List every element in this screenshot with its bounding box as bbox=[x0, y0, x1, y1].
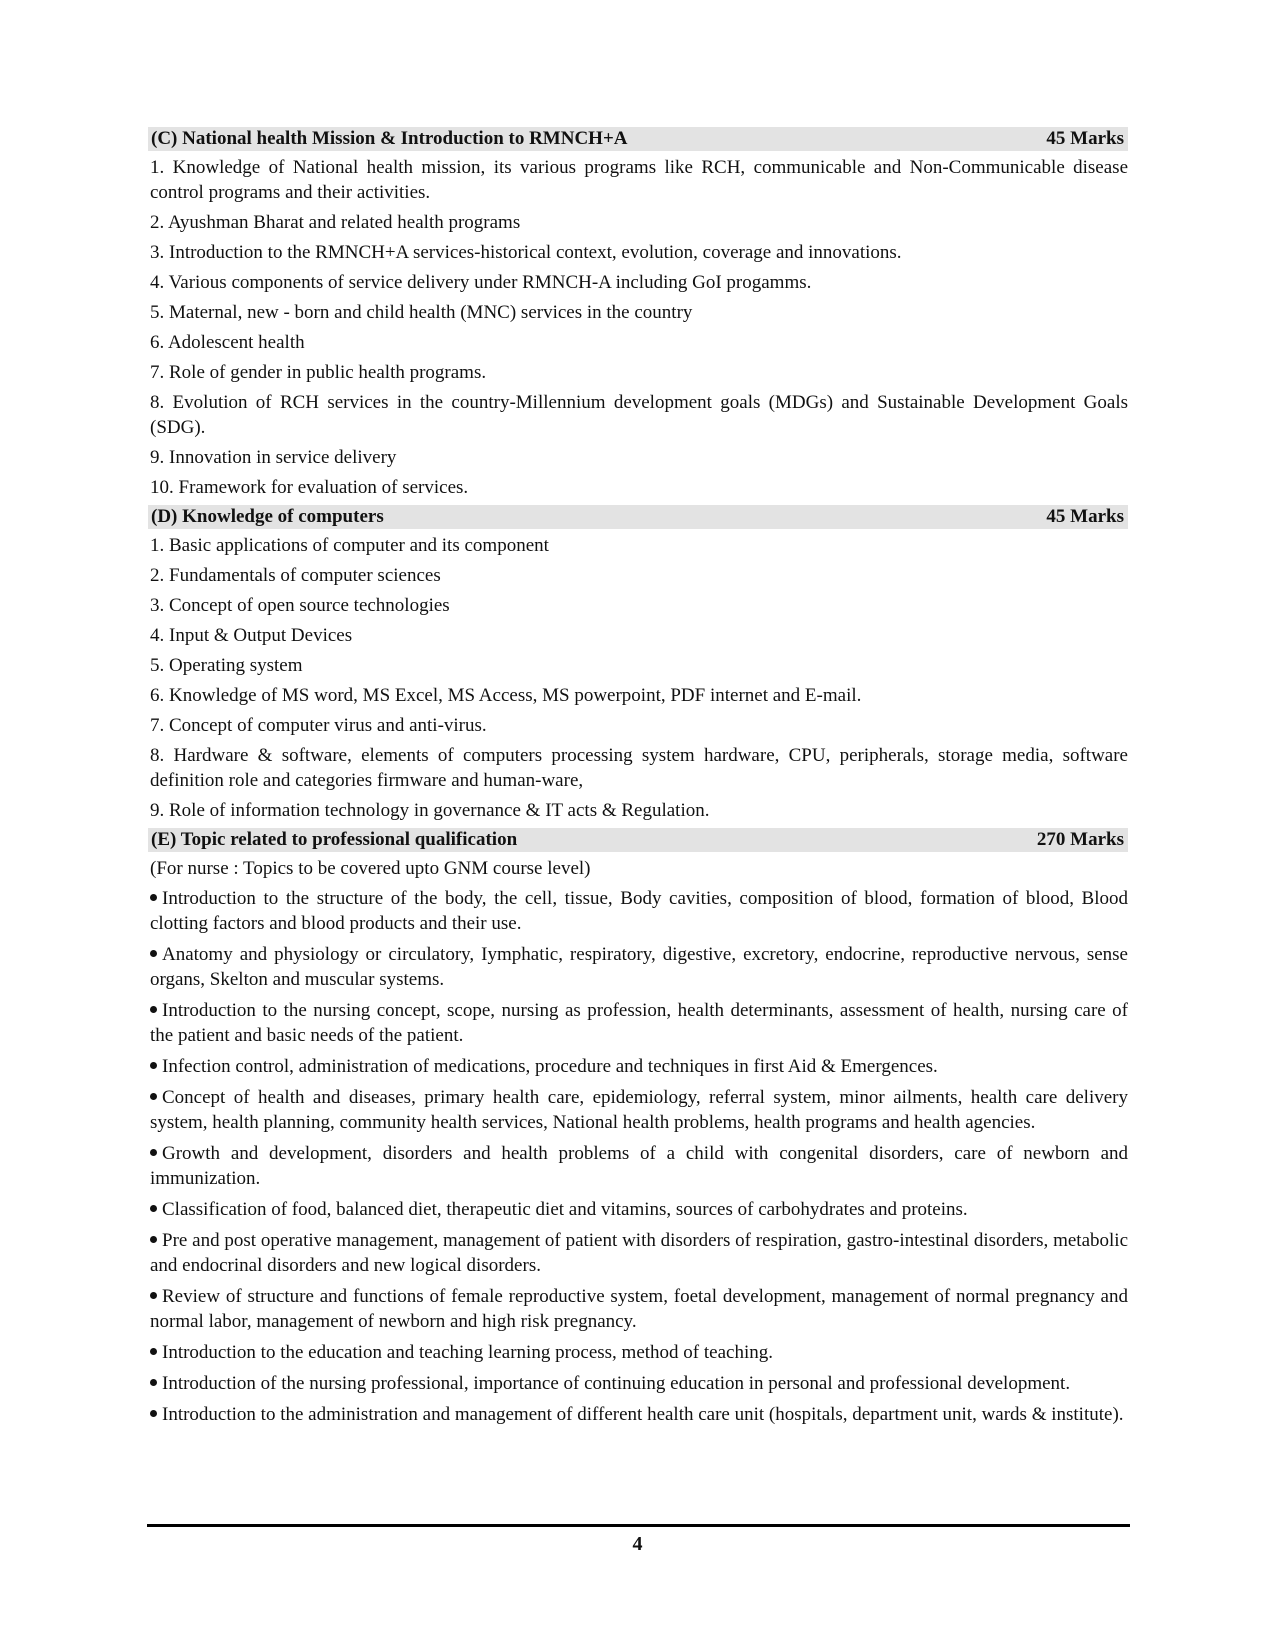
list-item: 2. Fundamentals of computer sciences bbox=[150, 565, 441, 586]
list-item: 2. Ayushman Bharat and related health programs bbox=[150, 212, 521, 233]
bullet-text: Growth and development, disorders and health problems of a child with congenital disorders, care of newborn and immunization. bbox=[150, 1143, 1128, 1189]
list-item: 7. Role of gender in public health programs. bbox=[150, 362, 487, 383]
list-item: 1. Knowledge of National health mission, its various programs like RCH, communicable and Non-Communicable disease control programs and their activities. bbox=[150, 157, 1128, 203]
bullet-item bbox=[148, 1054, 1128, 1079]
list-item: 6. Knowledge of MS word, MS Excel, MS Access, MS powerpoint, PDF internet and E-mail. bbox=[150, 685, 862, 706]
bullet-text: Infection control, administration of medications, procedure and techniques in first Aid & Emergences. bbox=[162, 1056, 938, 1077]
section-d-marks: 45 Marks bbox=[1046, 506, 1124, 527]
section-e-header bbox=[148, 828, 1128, 852]
bullet-text: Anatomy and physiology or circulatory, Iymphatic, respiratory, digestive, excretory, endocrine, reproductive nervous, sense organs, Skelton and muscular systems. bbox=[150, 944, 1128, 990]
document-page bbox=[148, 127, 1128, 1433]
bullet-icon bbox=[150, 1149, 157, 1156]
page-number: 4 bbox=[632, 1533, 643, 1555]
bullet-item bbox=[148, 1197, 1128, 1222]
list-item: 9. Role of information technology in governance & IT acts & Regulation. bbox=[150, 800, 710, 821]
bullet-text: Introduction to the nursing concept, scope, nursing as profession, health determinants, assessment of health, nursing care of the patient and basic needs of the patient. bbox=[150, 1000, 1128, 1046]
footer-divider bbox=[147, 1524, 1130, 1527]
section-e-note: (For nurse : Topics to be covered upto GNM course level) bbox=[150, 858, 591, 879]
bullet-text: Pre and post operative management, management of patient with disorders of respiration, gastro-intestinal disorders, metabolic and endocrinal disorders and new logical disorders. bbox=[150, 1230, 1128, 1276]
bullet-item bbox=[148, 942, 1128, 992]
bullet-text: Introduction to the administration and management of different health care unit (hospitals, department unit, wards & institute). bbox=[162, 1404, 1124, 1425]
list-item: 4. Input & Output Devices bbox=[150, 625, 353, 646]
bullet-text: Concept of health and diseases, primary health care, epidemiology, referral system, minor ailments, health care delivery system, health planning, community health services, National health problems, health programs and health agencies. bbox=[150, 1087, 1128, 1133]
section-d-header bbox=[148, 505, 1128, 529]
section-e-title: (E) Topic related to professional qualification bbox=[151, 829, 518, 850]
list-item: 5. Maternal, new - born and child health (MNC) services in the country bbox=[150, 302, 693, 323]
bullet-item bbox=[148, 1340, 1128, 1365]
list-item: 3. Concept of open source technologies bbox=[150, 595, 450, 616]
list-item: 6. Adolescent health bbox=[150, 332, 305, 353]
bullet-item bbox=[148, 1371, 1128, 1396]
list-item: 5. Operating system bbox=[150, 655, 303, 676]
bullet-icon bbox=[150, 1292, 157, 1299]
list-item: 8. Hardware & software, elements of computers processing system hardware, CPU, peripherals, storage media, software definition role and categories firmware and human-ware, bbox=[150, 745, 1128, 791]
bullet-icon bbox=[150, 1348, 157, 1355]
section-c-title: (C) National health Mission & Introduction to RMNCH+A bbox=[151, 128, 628, 149]
bullet-text: Introduction to the structure of the body, the cell, tissue, Body cavities, composition of blood, formation of blood, Blood clotting factors and blood products and their use. bbox=[150, 888, 1128, 934]
list-item: 1. Basic applications of computer and its component bbox=[150, 535, 549, 556]
list-item: 4. Various components of service delivery under RMNCH-A including GoI progamms. bbox=[150, 272, 812, 293]
section-d-title: (D) Knowledge of computers bbox=[151, 506, 384, 527]
bullet-icon bbox=[150, 1093, 157, 1100]
bullet-text: Introduction to the education and teaching learning process, method of teaching. bbox=[162, 1342, 773, 1363]
list-item: 3. Introduction to the RMNCH+A services-historical context, evolution, coverage and innovations. bbox=[150, 242, 902, 263]
bullet-text: Review of structure and functions of female reproductive system, foetal development, management of normal pregnancy and normal labor, management of newborn and high risk pregnancy. bbox=[150, 1286, 1128, 1332]
bullet-icon bbox=[150, 1006, 157, 1013]
section-c-header bbox=[148, 127, 1128, 151]
section-e-marks: 270 Marks bbox=[1036, 829, 1124, 850]
bullet-icon bbox=[150, 894, 157, 901]
bullet-text: Classification of food, balanced diet, therapeutic diet and vitamins, sources of carbohydrates and proteins. bbox=[162, 1199, 968, 1220]
bullet-item bbox=[148, 1228, 1128, 1278]
list-item: 8. Evolution of RCH services in the country-Millennium development goals (MDGs) and Sustainable Development Goals (SDG). bbox=[150, 392, 1128, 438]
bullet-icon bbox=[150, 1205, 157, 1212]
bullet-item bbox=[148, 998, 1128, 1048]
bullet-icon bbox=[150, 1062, 157, 1069]
bullet-text: Introduction of the nursing professional, importance of continuing education in personal and professional development. bbox=[162, 1373, 1071, 1394]
bullet-item bbox=[148, 886, 1128, 936]
bullet-icon bbox=[150, 1236, 157, 1243]
bullet-item bbox=[148, 1085, 1128, 1135]
list-item: 10. Framework for evaluation of services. bbox=[150, 477, 469, 498]
bullet-item bbox=[148, 1284, 1128, 1334]
bullet-icon bbox=[150, 1410, 157, 1417]
bullet-item bbox=[148, 1141, 1128, 1191]
bullet-icon bbox=[150, 1379, 157, 1386]
bullet-item bbox=[148, 1402, 1128, 1427]
section-c-marks: 45 Marks bbox=[1046, 128, 1124, 149]
list-item: 7. Concept of computer virus and anti-virus. bbox=[150, 715, 487, 736]
list-item: 9. Innovation in service delivery bbox=[150, 447, 397, 468]
bullet-icon bbox=[150, 950, 157, 957]
